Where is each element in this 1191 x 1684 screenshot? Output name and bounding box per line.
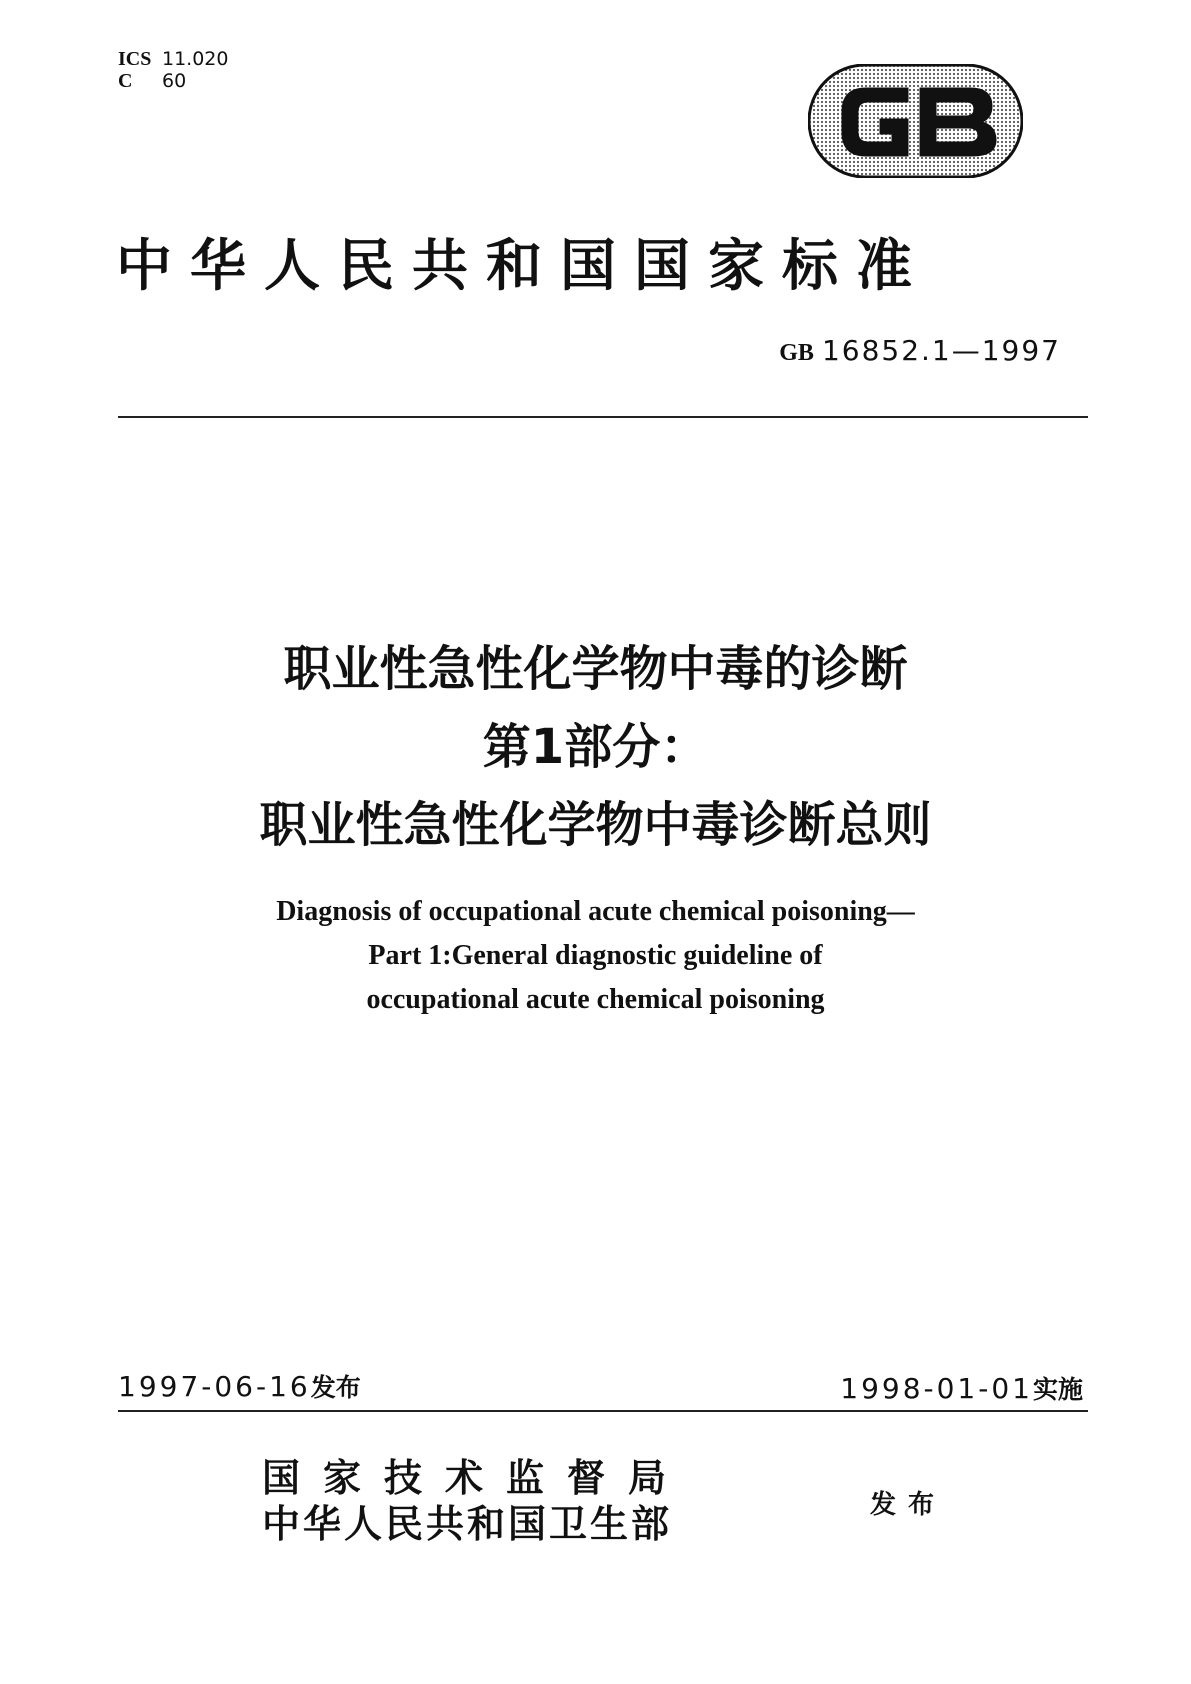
english-title-line-3: occupational acute chemical poisoning	[366, 984, 825, 1015]
english-title	[0, 890, 1191, 1022]
ccs-row	[118, 70, 228, 92]
implementation-date-value: 1998-01-01	[840, 1372, 1033, 1405]
ics-code: 11.020	[162, 48, 229, 70]
ics-label: ICS	[118, 48, 152, 70]
publish-label: 发布	[870, 1490, 947, 1519]
bottom-divider	[118, 1410, 1088, 1412]
chinese-title	[0, 630, 1191, 864]
ccs-label: C	[118, 70, 133, 92]
standard-code-prefix: GB	[779, 340, 814, 366]
chinese-title-line-2: 第1部分：	[482, 719, 709, 775]
top-divider	[118, 416, 1088, 418]
issuer-2: 中华人民共和国卫生部	[262, 1504, 673, 1546]
standard-heading: 中华人民共和国国家标准	[116, 236, 930, 298]
implementation-date-suffix: 实施	[1032, 1375, 1083, 1404]
gb-logo	[808, 64, 1023, 178]
issue-date-suffix: 发布	[310, 1373, 361, 1402]
issuer-1: 国家技术监督局	[262, 1458, 690, 1500]
chinese-title-line-3: 职业性急性化学物中毒诊断总则	[259, 797, 932, 853]
english-title-line-1: Diagnosis of occupational acute chemical poisoning—	[276, 896, 915, 927]
issue-date-value: 1997-06-16	[118, 1370, 311, 1403]
english-title-line-2: Part 1:General diagnostic guideline of	[368, 940, 823, 971]
implementation-date	[840, 1370, 1083, 1406]
ics-row	[118, 48, 228, 70]
standard-code	[779, 334, 1061, 368]
logo-oval	[809, 65, 1022, 177]
issue-date	[118, 1368, 361, 1404]
issuing-authorities	[262, 1456, 689, 1548]
chinese-title-line-1: 职业性急性化学物中毒的诊断	[283, 641, 908, 697]
ccs-code: 60	[162, 70, 187, 92]
classification-codes	[118, 48, 228, 92]
standard-code-number: 16852.1—1997	[821, 334, 1061, 367]
